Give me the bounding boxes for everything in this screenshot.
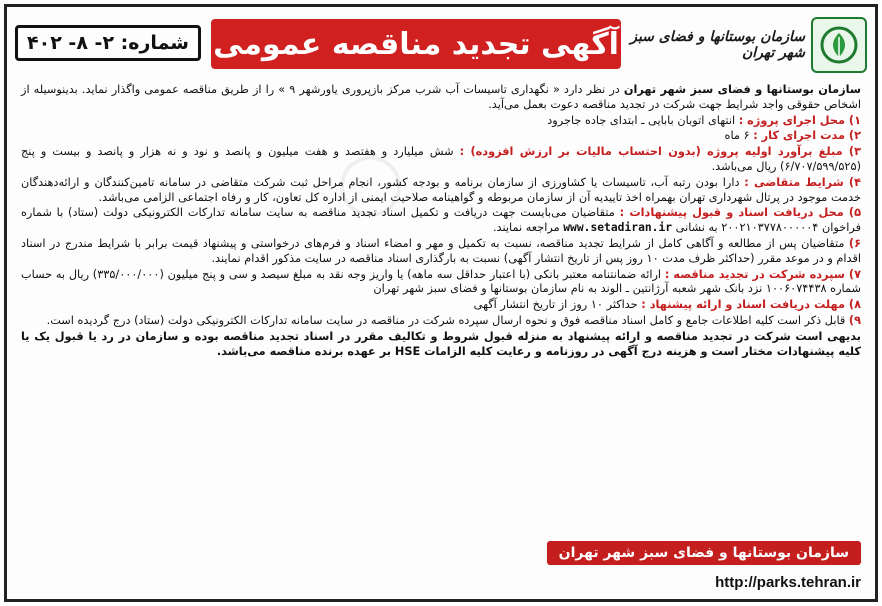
item-label: ۲) مدت اجرای کار : — [753, 129, 861, 143]
notice-title: آگهی تجدید مناقصه عمومی — [211, 19, 621, 69]
item-label: ۱) محل اجرای پروژه : — [738, 113, 861, 127]
list-item — [21, 114, 861, 129]
list-item — [21, 237, 861, 267]
item-text: انتهای اتوبان بابایی ـ ابتدای جاده جاجرود — [547, 113, 739, 127]
item-text: شش میلیارد و هفتصد و هفت میلیون و پانصد و نود و نه هزار و پانصد و بیست و پنج (۶/۷۰۷/۵۹۹/۵۲۵) ریال می‌باشد. — [21, 145, 861, 173]
header-org-name: سازمان بوستانها و فضای سبز شهر تهران — [630, 29, 805, 61]
item-text: قابل ذکر است کلیه اطلاعات جامع و کامل اسناد مناقصه فوق و نحوه ارسال سپرده شرکت در مناقصه در سایت سامانه تدارکات الکترونیکی دولت (ستاد) درج گردیده است. — [46, 313, 849, 327]
list-item — [21, 298, 861, 313]
header — [15, 15, 867, 73]
closing-paragraph: بدیهی است شرکت در تجدید مناقصه و ارائه پیشنهاد به منزله قبول شروط و تکالیف مقرر در اسناد تجدید مناقصه بوده و سازمان در رد یا قبول یک یا کلیه پیشنهادات مختار است و هزینه درج آگهی در روزنامه و رعایت کلیه الزامات HSE بر عهده برنده مناقصه می‌باشد. — [21, 329, 861, 358]
item-label: ۳) مبلغ برآورد اولیه پروژه (بدون احتساب مالیات بر ارزش افزوده) : — [459, 145, 861, 159]
item-label: ۸) مهلت دریافت اسناد و ارائه پیشنهاد : — [641, 298, 861, 312]
issue-number: شماره: ۲- ۸- ۴۰۲ — [15, 25, 201, 61]
item-label: ۵) محل دریافت اسناد و قبول پیشنهادات : — [619, 206, 861, 220]
footer-org-name: سازمان بوستانها و فضای سبز شهر تهران — [547, 541, 861, 565]
setadiran-link[interactable]: www.setadiran.ir — [563, 221, 673, 235]
item-tail: مراجعه نمایند. — [492, 221, 564, 235]
footer-website-link[interactable]: http://parks.tehran.ir — [715, 574, 861, 591]
item-text: دارا بودن رتبه آب، تاسیسات یا کشاورزی از سازمان برنامه و بودجه کشور، انجام مراحل ثبت شرکت متقاضی در سامانه تامین‌کنندگان و ارائه‌دهندگان خدمت موجود در پرتال شهرداری تهران بهمراه اخذ تاییدیه آن از سازمان مربوطه و گواهینامه صلاحیت ایمنی از اداره کل تعاون، کار و رفاه اجتماعی الزامی می‌باشد. — [21, 175, 861, 204]
item-text: متقاضیان می‌بایست جهت دریافت و تکمیل اسناد تجدید مناقصه به سایت سامانه تدارکات الکترونیکی دولت (ستاد) با شماره فراخوان ۲۰۰۲۱۰۳۷۷۸۰۰۰۰۰۴ به نشانی — [21, 206, 861, 235]
watermark: ◯ — [337, 147, 405, 217]
list-item — [21, 268, 861, 298]
list-item — [21, 206, 861, 236]
intro-text: در نظر دارد « نگهداری تاسیسات آب شرب مرکز بازپروری یاورشهر ۹ » را از طریق مناقصه عمومی واگذار نماید. بدینوسیله از اشخاص حقوقی واجد شرایط جهت شرکت در تجدید مناقصه دعوت بعمل می‌آید. — [21, 83, 861, 111]
item-label: ۶) — [848, 236, 861, 250]
intro-org: سازمان بوستانها و فضای سبز شهر تهران — [623, 83, 861, 96]
list-item — [21, 145, 861, 175]
item-text: ارائه ضمانتنامه معتبر بانکی (با اعتبار حداقل سه ماهه) یا واریز وجه نقد به مبلغ سیصد و سی و پنج میلیون (۳۳۵/۰۰۰/۰۰۰) ریال به حساب شماره ۱۰۰۶۰۷۴۴۳۸ نزد بانک شهر شعبه آرژانتین ـ الوند به نام سازمان بوستانها و فضای سبز شهر تهران — [21, 267, 861, 296]
notice-frame — [4, 4, 878, 602]
intro-paragraph — [21, 83, 861, 113]
item-label: ۷) سپرده شرکت در تجدید مناقصه : — [664, 267, 861, 281]
item-text: متقاضیان پس از مطالعه و آگاهی کامل از شرایط تجدید مناقصه، نسبت به تکمیل و مهر و امضاء اسناد و فرم‌های درخواستی و پیشنهاد قیمت برابر با شرایط مندرج در اسناد اقدام و در موعد مقرر (حداکثر ظرف مدت ۱۰ روز پس از تاریخ انتشار آگهی) نسبت به بارگذاری اسناد مناقصه در سایت مذکور اقدام نمایند. — [21, 236, 861, 265]
list-item — [21, 176, 861, 206]
item-label: ۹) — [848, 313, 861, 327]
list-item — [21, 314, 861, 329]
tehran-parks-logo-icon — [811, 17, 867, 73]
list-item — [21, 129, 861, 144]
item-text: حداکثر ۱۰ روز از تاریخ انتشار آگهی — [473, 298, 642, 312]
item-text: ۶ ماه — [724, 129, 754, 143]
item-label: ۴) شرایط متقاضی : — [744, 175, 861, 189]
notice-body — [21, 83, 861, 360]
